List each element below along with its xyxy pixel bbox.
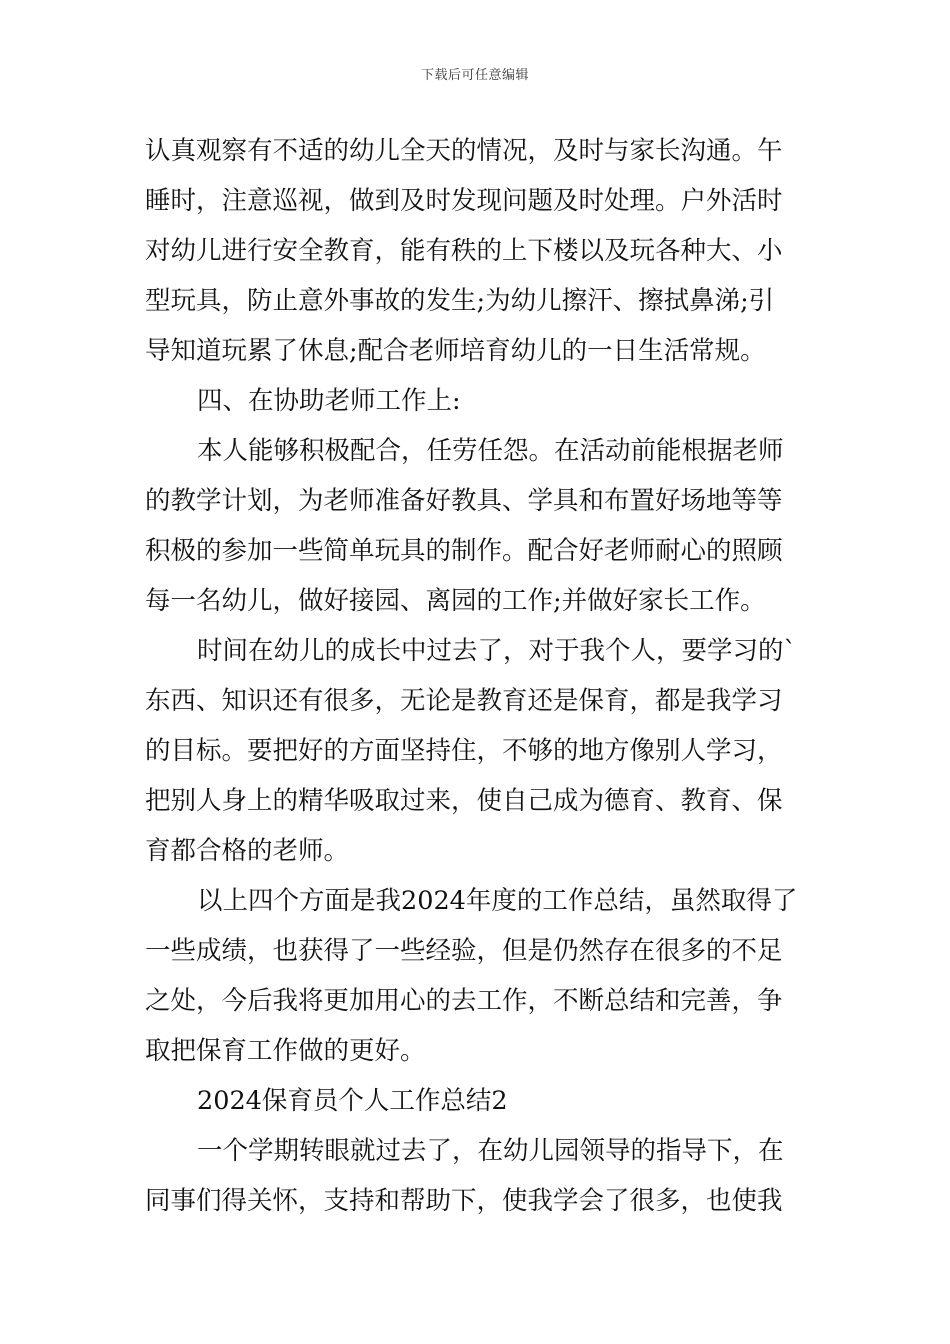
paragraph-start: 时间在幼儿的成长中过去了，对于我个人，要学习的` [197,636,797,666]
text-line: 把别人身上的精华吸取过来，使自己成为德育、教育、保 [145,786,783,816]
text-line: 东西、知识还有很多，无论是教育还是保育，都是我学习 [145,686,783,716]
document-subtitle: 2024保育员个人工作总结2 [197,1086,508,1116]
text-line: 一些成绩，也获得了一些经验，但是仍然存在很多的不足 [145,936,783,966]
text-line: 取把保育工作做的更好。 [145,1036,426,1066]
text-line: 每一名幼儿，做好接园、离园的工作;并做好家长工作。 [145,586,766,616]
paragraph-start: 以上四个方面是我2024年度的工作总结，虽然取得了 [197,886,798,916]
text-line: 积极的参加一些简单玩具的制作。配合好老师耐心的照顾 [145,536,783,566]
text-line: 之处，今后我将更加用心的去工作，不断总结和完善，争 [145,986,783,1016]
paragraph-start: 本人能够积极配合，任劳任怨。在活动前能根据老师 [197,436,784,466]
text-line: 认真观察有不适的幼儿全天的情况，及时与家长沟通。午 [145,136,783,166]
text-line: 的教学计划，为老师准备好教具、学具和布置好场地等等 [145,486,783,516]
text-line: 导知道玩累了休息;配合老师培育幼儿的一日生活常规。 [145,336,766,366]
section-heading: 四、在协助老师工作上: [197,386,461,416]
page-header-note: 下载后可任意编辑 [420,68,529,83]
text-line: 睡时，注意巡视，做到及时发现问题及时处理。户外活时 [145,186,783,216]
text-line: 对幼儿进行安全教育，能有秩的上下楼以及玩各种大、小 [145,236,783,266]
body-text [145,126,807,1226]
text-line: 型玩具，防止意外事故的发生;为幼儿擦汗、擦拭鼻涕;引 [145,286,775,316]
text-line: 育都合格的老师。 [145,836,350,866]
text-line: 同事们得关怀，支持和帮助下，使我学会了很多，也使我 [145,1186,783,1216]
paragraph-start: 一个学期转眼就过去了，在幼儿园领导的指导下，在 [197,1136,784,1166]
text-line: 的目标。要把好的方面坚持住，不够的地方像别人学习， [145,736,783,766]
